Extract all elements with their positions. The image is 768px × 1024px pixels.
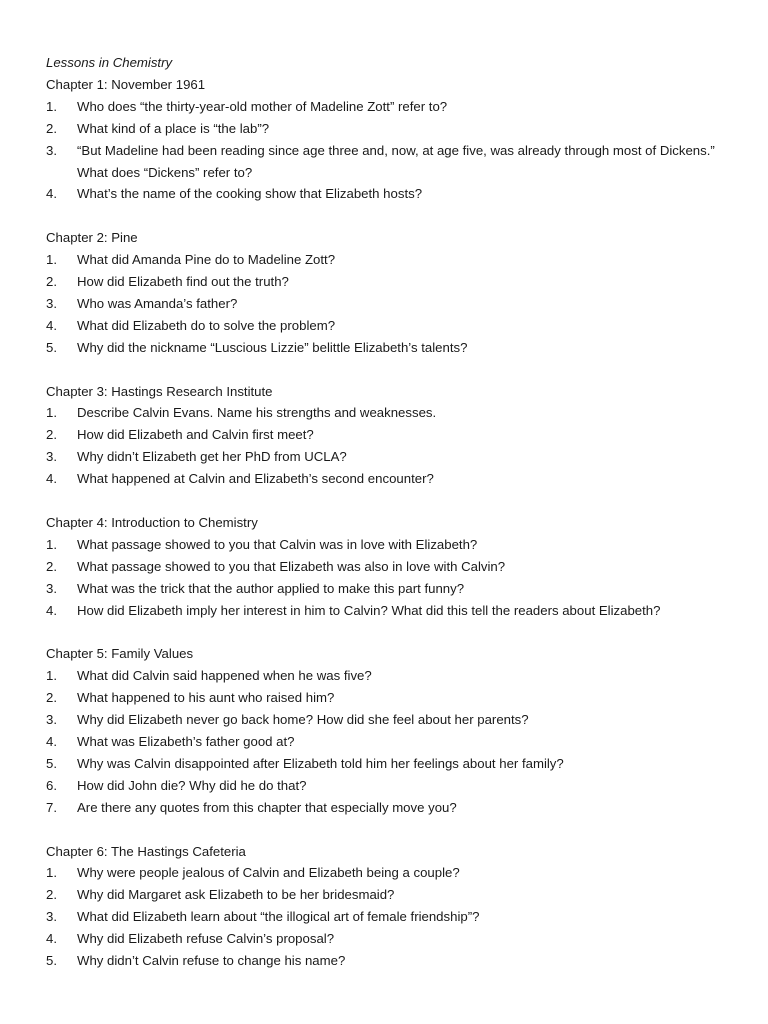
question-number: 3.	[46, 142, 57, 158]
question-text: Why did the nickname “Luscious Lizzie” belittle Elizabeth’s talents?	[77, 339, 468, 355]
question-item	[46, 775, 726, 797]
question-item	[46, 140, 726, 184]
question-text: Why did Margaret ask Elizabeth to be her bridesmaid?	[77, 887, 395, 903]
question-text: How did Elizabeth find out the truth?	[77, 274, 289, 290]
question-item	[46, 753, 726, 775]
question-number: 2.	[46, 274, 57, 290]
question-text: How did John die? Why did he do that?	[77, 777, 307, 793]
question-text: What passage showed to you that Calvin was in love with Elizabeth?	[77, 536, 478, 552]
chapter-list	[46, 74, 726, 972]
question-number: 4.	[46, 734, 57, 750]
question-item	[46, 468, 726, 490]
question-text: What passage showed to you that Elizabeth was also in love with Calvin?	[77, 558, 506, 574]
question-item	[46, 884, 726, 906]
chapter-heading: Chapter 5: Family Values	[46, 646, 194, 662]
question-number: 4.	[46, 186, 57, 202]
question-item	[46, 687, 726, 709]
chapter-section	[46, 381, 726, 491]
question-text: What did Amanda Pine do to Madeline Zott?	[77, 252, 336, 268]
question-item	[46, 906, 726, 928]
question-text: Why did Elizabeth never go back home? How did she feel about her parents?	[77, 712, 529, 728]
question-item	[46, 950, 726, 972]
question-number: 6.	[46, 777, 57, 793]
question-text: What happened at Calvin and Elizabeth’s second encounter?	[77, 471, 434, 487]
question-list	[46, 862, 726, 972]
question-text: How did Elizabeth imply her interest in him to Calvin? What did this tell the readers about Elizabeth?	[77, 602, 661, 618]
question-text: What was Elizabeth’s father good at?	[77, 734, 295, 750]
question-item	[46, 928, 726, 950]
chapter-section	[46, 643, 726, 818]
chapter-heading: Chapter 4: Introduction to Chemistry	[46, 514, 258, 530]
question-number: 3.	[46, 712, 57, 728]
question-item	[46, 862, 726, 884]
question-number: 2.	[46, 120, 57, 136]
question-number: 2.	[46, 558, 57, 574]
question-number: 3.	[46, 295, 57, 311]
question-item	[46, 446, 726, 468]
question-text: What did Elizabeth learn about “the illogical art of female friendship”?	[77, 909, 480, 925]
question-number: 3.	[46, 580, 57, 596]
chapter-section	[46, 841, 726, 972]
question-text: What did Calvin said happened when he was five?	[77, 668, 372, 684]
question-text: What kind of a place is “the lab”?	[77, 120, 270, 136]
question-number: 2.	[46, 690, 57, 706]
chapter-section	[46, 512, 726, 622]
question-item	[46, 118, 726, 140]
question-item	[46, 424, 726, 446]
question-number: 5.	[46, 339, 57, 355]
question-item	[46, 665, 726, 687]
question-number: 4.	[46, 931, 57, 947]
document-page	[46, 52, 726, 994]
question-item	[46, 578, 726, 600]
question-number: 1.	[46, 405, 57, 421]
question-text: Why did Elizabeth refuse Calvin’s proposal?	[77, 931, 335, 947]
question-number: 5.	[46, 755, 57, 771]
question-list	[46, 534, 726, 622]
chapter-heading: Chapter 3: Hastings Research Institute	[46, 383, 273, 399]
chapter-section	[46, 227, 726, 358]
question-item	[46, 600, 726, 622]
question-text: Describe Calvin Evans. Name his strengths and weaknesses.	[77, 405, 437, 421]
question-number: 4.	[46, 602, 57, 618]
question-text: What happened to his aunt who raised him?	[77, 690, 335, 706]
chapter-heading: Chapter 6: The Hastings Cafeteria	[46, 843, 246, 859]
question-text: Who does “the thirty-year-old mother of Madeline Zott” refer to?	[77, 98, 448, 114]
question-number: 1.	[46, 865, 57, 881]
document-title: Lessons in Chemistry	[46, 55, 173, 70]
question-item	[46, 709, 726, 731]
question-number: 1.	[46, 98, 57, 114]
question-item	[46, 293, 726, 315]
question-text: Why didn’t Elizabeth get her PhD from UCLA?	[77, 449, 347, 465]
question-number: 1.	[46, 668, 57, 684]
chapter-section	[46, 74, 726, 205]
question-number: 7.	[46, 799, 57, 815]
question-text: Why didn’t Calvin refuse to change his name?	[77, 953, 346, 969]
question-text: What’s the name of the cooking show that Elizabeth hosts?	[77, 186, 423, 202]
question-list	[46, 96, 726, 206]
question-number: 3.	[46, 909, 57, 925]
question-text: What did Elizabeth do to solve the problem?	[77, 317, 336, 333]
question-text: Who was Amanda’s father?	[77, 295, 238, 311]
question-number: 2.	[46, 887, 57, 903]
question-item	[46, 534, 726, 556]
question-text: “But Madeline had been reading since age three and, now, at age five, was already through most of Dickens.” What does “Dickens” refer to?	[77, 142, 715, 180]
question-number: 2.	[46, 427, 57, 443]
chapter-heading: Chapter 1: November 1961	[46, 76, 206, 92]
question-text: What was the trick that the author applied to make this part funny?	[77, 580, 465, 596]
question-item	[46, 731, 726, 753]
question-text: Why was Calvin disappointed after Elizabeth told him her feelings about her family?	[77, 755, 564, 771]
question-item	[46, 797, 726, 819]
question-text: Why were people jealous of Calvin and Elizabeth being a couple?	[77, 865, 460, 881]
question-item	[46, 183, 726, 205]
question-item	[46, 337, 726, 359]
question-list	[46, 249, 726, 359]
question-number: 1.	[46, 536, 57, 552]
question-number: 4.	[46, 471, 57, 487]
question-item	[46, 96, 726, 118]
question-number: 3.	[46, 449, 57, 465]
question-list	[46, 402, 726, 490]
question-list	[46, 665, 726, 818]
question-number: 5.	[46, 953, 57, 969]
question-number: 1.	[46, 252, 57, 268]
question-item	[46, 249, 726, 271]
question-item	[46, 402, 726, 424]
question-text: How did Elizabeth and Calvin first meet?	[77, 427, 314, 443]
chapter-heading: Chapter 2: Pine	[46, 230, 138, 246]
question-item	[46, 315, 726, 337]
question-item	[46, 556, 726, 578]
question-text: Are there any quotes from this chapter that especially move you?	[77, 799, 457, 815]
question-number: 4.	[46, 317, 57, 333]
question-item	[46, 271, 726, 293]
